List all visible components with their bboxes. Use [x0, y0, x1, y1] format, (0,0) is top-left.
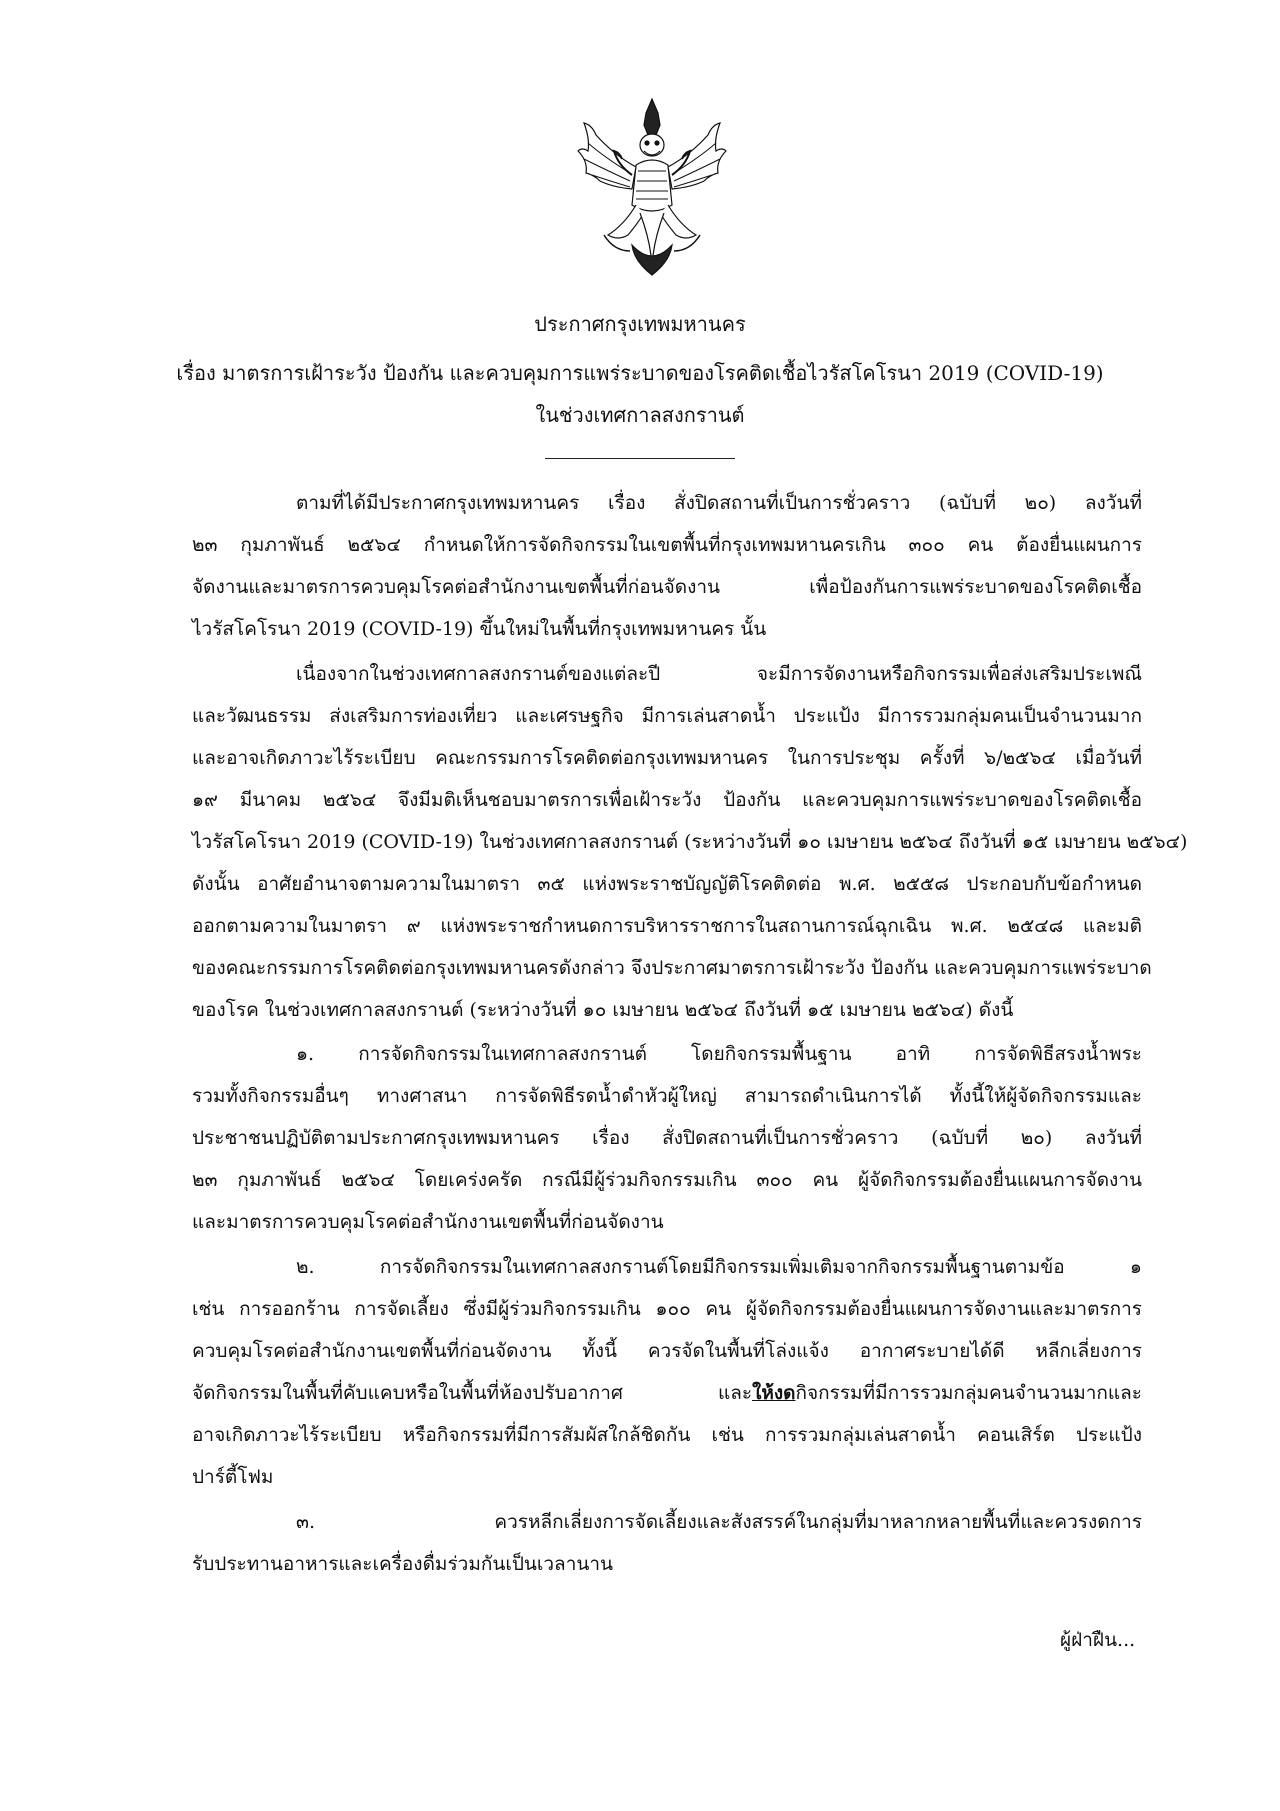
item-2-line-3: ควบคุมโรคต่อสำนักงานเขตพื้นที่ก่อนจัดงาน ทั้งนี้ ควรจัดในพื้นที่โล่งแจ้ง อากาศระบายได้ดี หลีกเลี่ยงการ — [192, 1340, 1142, 1362]
paragraph-2-line-8: ของคณะกรรมการโรคติดต่อกรุงเทพมหานครดังกล่าว จึงประกาศมาตรการเฝ้าระวัง ป้องกัน และควบคุมการแพร่ระบาด — [192, 957, 1152, 979]
paragraph-2-line-5: ไวรัสโคโรนา 2019 (COVID-19) ในช่วงเทศกาลสงกรานต์ (ระหว่างวันที่ ๑๐ เมษายน ๒๕๖๔ ถึงวันที่ ๑๕ เมษายน ๒๕๖๔) — [192, 831, 1188, 853]
item-2-line-2: เช่น การออกร้าน การจัดเลี้ยง ซึ่งมีผู้ร่วมกิจกรรมเกิน ๑๐๐ คน ผู้จัดกิจกรรมต้องยื่นแผนการจัดงานและมาตรการ — [192, 1298, 1142, 1320]
item-1-line-3: ประชาชนปฏิบัติตามประกาศกรุงเทพมหานคร เรื่อง สั่งปิดสถานที่เป็นการชั่วคราว (ฉบับที่ ๒๐) ลงวันที่ — [192, 1127, 1142, 1149]
item-2-line-4-end: กิจกรรมที่มีการรวมกลุ่มคนจำนวนมากและ — [795, 1382, 1142, 1404]
subject-line-continued: ในช่วงเทศกาลสงกรานต์ — [535, 403, 745, 427]
item-2-line-4-start: จัดกิจกรรมในพื้นที่คับแคบหรือในพื้นที่ห้องปรับอากาศ และ — [192, 1382, 753, 1404]
item-2-line-6: ปาร์ตี้โฟม — [192, 1466, 274, 1488]
item-2-line-5: อาจเกิดภาวะไร้ระเบียบ หรือกิจกรรมที่มีการสัมผัสใกล้ชิดกัน เช่น การรวมกลุ่มเล่นสาดน้ำ คอนเสิร์ต ประแป้ง — [192, 1424, 1142, 1446]
announcement-title: ประกาศกรุงเทพมหานคร — [534, 312, 746, 336]
item-1-line-5: และมาตรการควบคุมโรคต่อสำนักงานเขตพื้นที่ก่อนจัดงาน — [192, 1211, 664, 1233]
subject-line: เรื่อง มาตรการเฝ้าระวัง ป้องกัน และควบคุมการแพร่ระบาดของโรคติดเชื้อไวรัสโคโรนา 2019 (COVID-19) — [176, 361, 1104, 385]
item-1-line-4: ๒๓ กุมภาพันธ์ ๒๕๖๔ โดยเคร่งครัด กรณีมีผู้ร่วมกิจกรรมเกิน ๓๐๐ คน ผู้จัดกิจกรรมต้องยื่นแผนการจัดงาน — [192, 1169, 1142, 1191]
item-1-line-2: รวมทั้งกิจกรรมอื่นๆ ทางศาสนา การจัดพิธีรดน้ำดำหัวผู้ใหญ่ สามารถดำเนินการได้ ทั้งนี้ให้ผู้จัดกิจกรรมและ — [192, 1085, 1142, 1107]
paragraph-2-line-1: เนื่องจากในช่วงเทศกาลสงกรานต์ของแต่ละปี จะมีการจัดงานหรือกิจกรรมเพื่อส่งเสริมประเพณี — [296, 663, 1142, 685]
paragraph-2-line-9: ของโรค ในช่วงเทศกาลสงกรานต์ (ระหว่างวันที่ ๑๐ เมษายน ๒๕๖๔ ถึงวันที่ ๑๕ เมษายน ๒๕๖๔) ดังนี้ — [192, 999, 1014, 1021]
item-2-emphasis-prohibit: ให้งด — [752, 1382, 796, 1404]
paragraph-1-line-1: ตามที่ได้มีประกาศกรุงเทพมหานคร เรื่อง สั่งปิดสถานที่เป็นการชั่วคราว (ฉบับที่ ๒๐) ลงวันที่ — [296, 492, 1142, 514]
paragraph-2-line-3: และอาจเกิดภาวะไร้ระเบียบ คณะกรรมการโรคติดต่อกรุงเทพมหานคร ในการประชุม ครั้งที่ ๖/๒๕๖๔ เมื่อวันที่ — [192, 747, 1142, 769]
paragraph-2-line-2: และวัฒนธรรม ส่งเสริมการท่องเที่ยว และเศรษฐกิจ มีการเล่นสาดน้ำ ประแป้ง มีการรวมกลุ่มคนเป็นจำนวนมาก — [192, 705, 1142, 727]
paragraph-2-line-4: ๑๙ มีนาคม ๒๕๖๔ จึงมีมติเห็นชอบมาตรการเพื่อเฝ้าระวัง ป้องกัน และควบคุมการแพร่ระบาดของโรคติดเชื้อ — [192, 789, 1142, 811]
heading-divider — [545, 458, 735, 459]
paragraph-2-line-7: ออกตามความในมาตรา ๙ แห่งพระราชกำหนดการบริหารราชการในสถานการณ์ฉุกเฉิน พ.ศ. ๒๕๔๘ และมติ — [192, 915, 1142, 937]
item-3-line-2: รับประทานอาหารและเครื่องดื่มร่วมกันเป็นเวลานาน — [192, 1553, 614, 1575]
paragraph-1-line-4: ไวรัสโคโรนา 2019 (COVID-19) ขึ้นใหม่ในพื้นที่กรุงเทพมหานคร นั้น — [192, 618, 767, 640]
paragraph-2-line-6: ดังนั้น อาศัยอำนาจตามความในมาตรา ๓๕ แห่งพระราชบัญญัติโรคติดต่อ พ.ศ. ๒๕๕๘ ประกอบกับข้อกำหนด — [192, 873, 1142, 895]
item-3-line-1: ๓. ควรหลีกเลี่ยงการจัดเลี้ยงและสังสรรค์ในกลุ่มที่มาหลากหลายพื้นที่และควรงดการ — [296, 1511, 1142, 1533]
item-2-line-1: ๒. การจัดกิจกรรมในเทศกาลสงกรานต์โดยมีกิจกรรมเพิ่มเติมจากกิจกรรมพื้นฐานตามข้อ ๑ — [296, 1256, 1142, 1278]
garuda-emblem-icon — [574, 95, 730, 280]
item-2-line-4 — [192, 1378, 1142, 1408]
item-1-line-1: ๑. การจัดกิจกรรมในเทศกาลสงกรานต์ โดยกิจกรรมพื้นฐาน อาทิ การจัดพิธีสรงน้ำพระ — [296, 1043, 1142, 1065]
paragraph-1-line-2: ๒๓ กุมภาพันธ์ ๒๕๖๔ กำหนดให้การจัดกิจกรรมในเขตพื้นที่กรุงเทพมหานครเกิน ๓๐๐ คน ต้องยื่นแผนการ — [192, 534, 1142, 556]
continuation-marker: ผู้ฝ่าฝืน... — [1060, 1629, 1136, 1651]
paragraph-1-line-3: จัดงานและมาตรการควบคุมโรคต่อสำนักงานเขตพื้นที่ก่อนจัดงาน เพื่อป้องกันการแพร่ระบาดของโรคติดเชื้อ — [192, 576, 1142, 598]
